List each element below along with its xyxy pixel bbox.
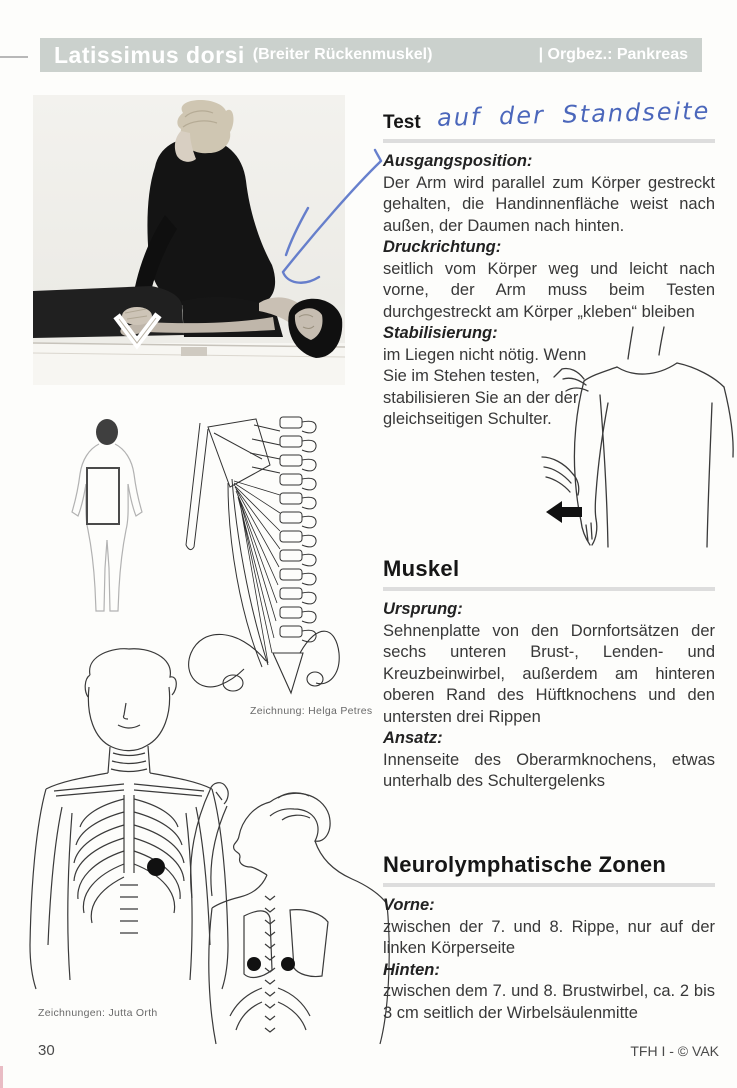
edition-credit: TFH I - © VAK	[630, 1043, 719, 1059]
back-zones-figure	[182, 778, 397, 1048]
scan-edge-artifact	[0, 1066, 3, 1088]
muscle-name: Latissimus dorsi	[54, 41, 245, 68]
test-label-stabilisierung: Stabilisierung:	[383, 324, 498, 342]
muskel-text-ursprung: Sehnenplatte von den Dornfortsätzen der sechs unteren Brust-, Lenden- und Kreuzbeinwirbel, außerdem am hinteren oberen Rand des Hüftknochens und den untersten drei Rippen	[383, 621, 715, 726]
page-number: 30	[38, 1042, 55, 1059]
test-label-ausgangsposition: Ausgangsposition:	[383, 152, 533, 170]
muscle-name-german: (Breiter Rückenmuskel)	[252, 46, 433, 63]
muskel-text-ansatz: Innenseite des Oberarmknochens, etwas unterhalb des Schultergelenks	[383, 750, 715, 790]
test-text-ausgangsposition: Der Arm wird parallel zum Körper gestreckt gehalten, die Handinnenfläche weist nach außen, der Daumen nach hinten.	[383, 173, 715, 235]
muskel-label-ursprung: Ursprung:	[383, 600, 463, 618]
zonen-heading: Neurolymphatische Zonen	[383, 852, 667, 877]
scan-registration-mark	[0, 56, 28, 58]
zonen-text-hinten: zwischen dem 7. und 8. Brustwirbel, ca. 2 bis 3 cm seitlich der Wirbelsäulenmitte	[383, 982, 715, 1022]
muskel-section	[383, 556, 715, 793]
zonen-label-hinten: Hinten:	[383, 960, 440, 979]
stabilization-arm-drawing	[538, 325, 737, 550]
body-location-figure	[63, 418, 153, 618]
handwritten-note: auf der Standseite	[436, 96, 711, 132]
zonen-label-vorne: Vorne:	[383, 896, 435, 914]
zone-drawings-caption: Zeichnungen: Jutta Orth	[38, 1007, 158, 1019]
test-text-druckrichtung: seitlich vom Körper weg und leicht nach vorne, der Arm muss beim Testen durchgestreckt am Körper „kleben“ bleiben	[383, 259, 715, 321]
test-text-stabilisierung: im Liegen nicht nötig. Wenn Sie im Stehen testen, stabilisieren Sie an der der gleichseitigen Schulter.	[383, 345, 587, 428]
organ-association: | Orgbez.: Pankreas	[538, 46, 688, 63]
zonen-section	[383, 852, 715, 1024]
test-heading: Test	[383, 112, 421, 133]
muscle-drawing-caption: Zeichnung: Helga Petres	[250, 705, 373, 717]
muskel-heading: Muskel	[383, 556, 460, 581]
test-label-druckrichtung: Druckrichtung:	[383, 238, 502, 256]
page-title	[40, 38, 702, 72]
pen-annotation	[263, 148, 388, 298]
muskel-label-ansatz: Ansatz:	[383, 729, 443, 747]
zonen-text-vorne: zwischen der 7. und 8. Rippe, nur auf der linken Körperseite	[383, 917, 715, 957]
